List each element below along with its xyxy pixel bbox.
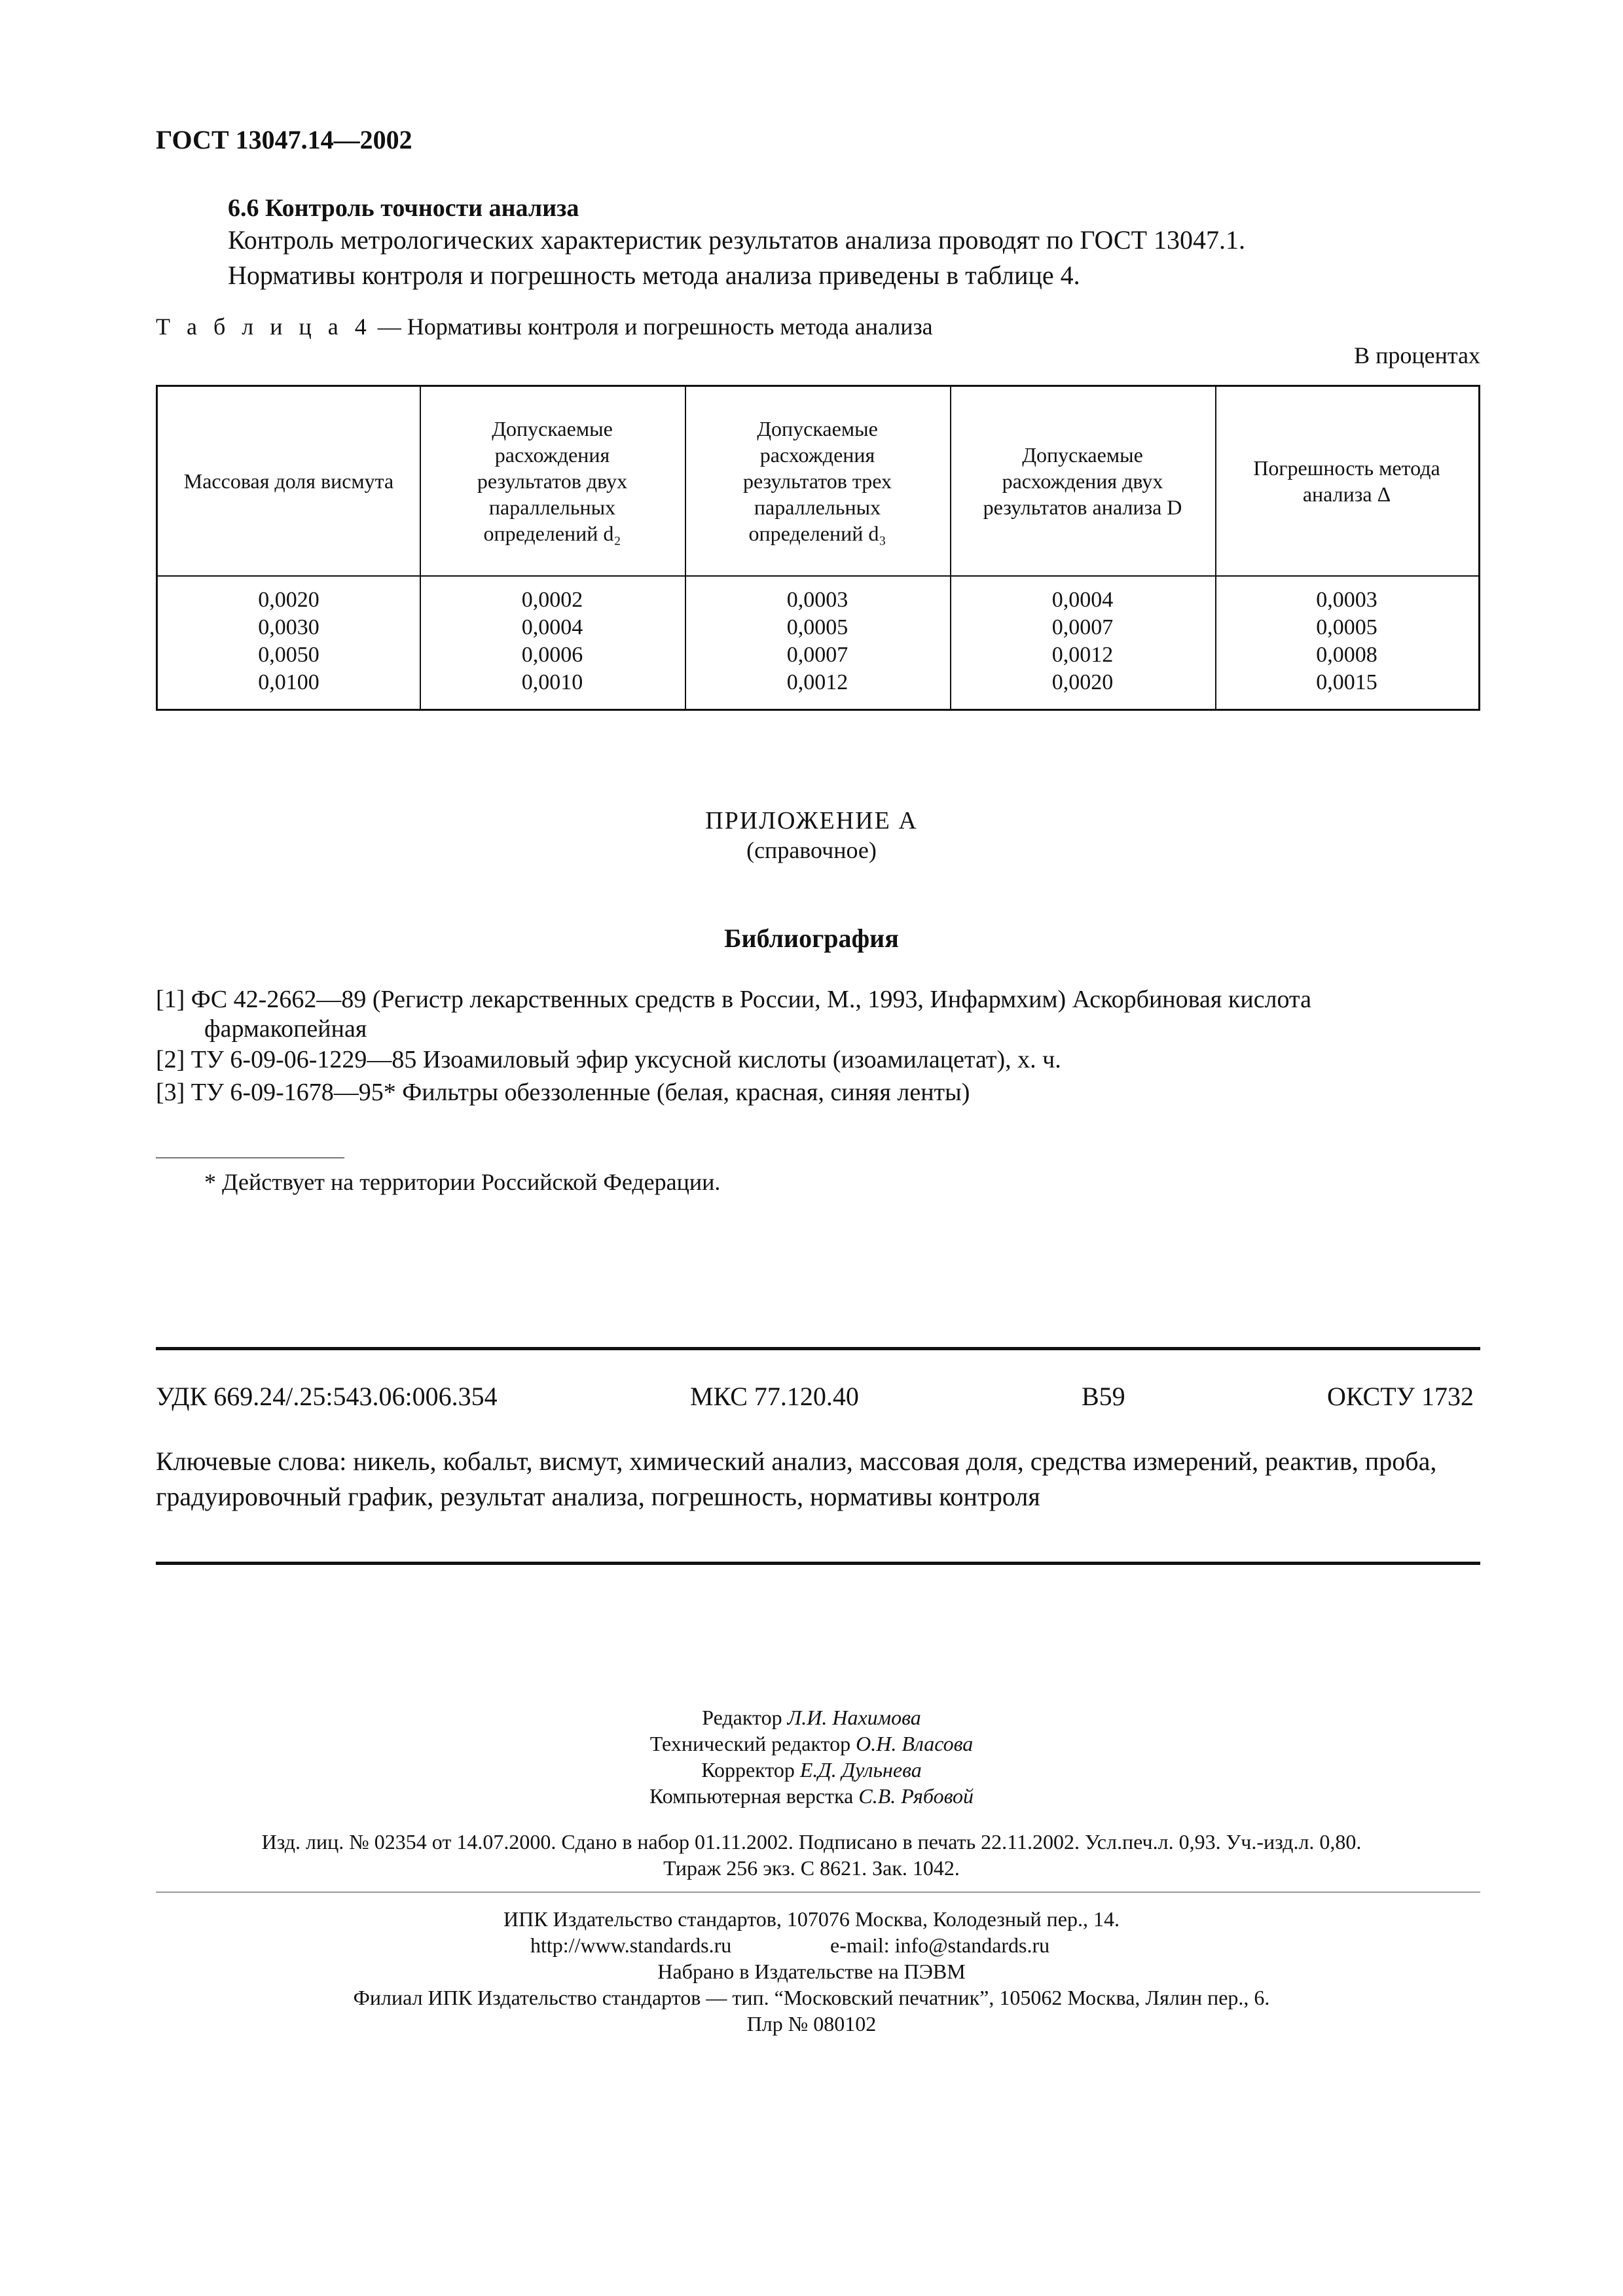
udk-code: УДК 669.24/.25:543.06:006.354 xyxy=(156,1382,498,1411)
footnote: * Действует на территории Российской Федерации. xyxy=(204,1169,721,1195)
table-caption-label: Т а б л и ц а 4 xyxy=(156,314,372,340)
column-d2 xyxy=(420,586,685,696)
table-cell: 0,0050 xyxy=(258,643,319,667)
header-line: анализа Δ xyxy=(1302,482,1391,506)
website-link[interactable]: http://www.standards.ru xyxy=(530,1933,732,1957)
publication-info-line-2: Тираж 256 экз. С 8621. Зак. 1042. xyxy=(663,1856,960,1880)
header-line: расхождения xyxy=(494,443,610,467)
header-line: Допускаемые xyxy=(757,417,878,440)
paragraph-line-1: Контроль метрологических характеристик результатов анализа проводят по ГОСТ 13047.1. xyxy=(228,225,1246,255)
header-bismuth-fraction xyxy=(158,387,420,575)
table-unit: В процентах xyxy=(1354,342,1480,368)
column-error-delta xyxy=(1215,586,1478,696)
header-line: Допускаемые xyxy=(1022,443,1143,467)
footnote-divider xyxy=(156,1157,344,1158)
table-cell: 0,0006 xyxy=(521,643,583,667)
bibliography-item-1: [1] ФС 42-2662—89 (Регистр лекарственных средств в России, М., 1993, Инфармхим) Аскорбиновая кислота xyxy=(156,986,1311,1013)
column-bismuth-fraction xyxy=(158,586,420,696)
paragraph-line-2: Нормативы контроля и погрешность метода анализа приведены в таблице 4. xyxy=(228,260,1080,290)
appendix-subtitle: (справочное) xyxy=(746,837,877,863)
table-cell: 0,0003 xyxy=(1316,588,1377,612)
okstu-code: ОКСТУ 1732 xyxy=(1326,1382,1474,1411)
header-line: расхождения xyxy=(759,443,875,467)
column-d3 xyxy=(685,586,950,696)
corrector-label: Корректор xyxy=(701,1758,800,1782)
header-d xyxy=(950,387,1215,575)
table-cell: 0,0015 xyxy=(1316,670,1377,694)
header-line: параллельных xyxy=(488,495,616,519)
header-line: результатов двух xyxy=(477,469,628,493)
layout-line xyxy=(0,1783,1623,1809)
header-line: Массовая доля висмута xyxy=(183,469,394,493)
table-cell: 0,0008 xyxy=(1316,643,1377,667)
table-cell: 0,0012 xyxy=(1051,643,1114,667)
table-cell: 0,0020 xyxy=(1051,670,1114,694)
typeset-note: Набрано в Издательстве на ПЭВМ xyxy=(657,1960,966,1983)
layout-name: С.В. Рябовой xyxy=(858,1784,974,1808)
header-line: расхождения двух xyxy=(1002,469,1163,493)
classification-bottom-rule xyxy=(156,1562,1480,1565)
header-line: Допускаемые xyxy=(492,417,613,440)
table-cell: 0,0004 xyxy=(1051,588,1114,612)
group-code: В59 xyxy=(1082,1382,1125,1411)
bibliography-item-1-continuation: фармакопейная xyxy=(204,1015,367,1043)
bibliography-title: Библиография xyxy=(724,924,899,953)
corrector-name: Е.Д. Дульнева xyxy=(799,1758,922,1782)
publisher-address: ИПК Издательство стандартов, 107076 Москва, Колодезный пер., 14. xyxy=(503,1907,1120,1931)
table-cell: 0,0007 xyxy=(786,643,848,667)
bibliography-item-3: [3] ТУ 6-09-1678—95* Фильтры обеззоленные (белая, красная, синяя ленты) xyxy=(156,1079,970,1106)
header-line: определений d₃ xyxy=(748,522,886,545)
table-cell: 0,0003 xyxy=(786,588,848,612)
table-cell: 0,0005 xyxy=(1316,615,1377,639)
table-cell: 0,0010 xyxy=(521,670,583,694)
header-d2 xyxy=(420,387,685,575)
table-cell: 0,0100 xyxy=(258,670,319,694)
document-number: ГОСТ 13047.14—2002 xyxy=(156,125,412,154)
table-cell: 0,0030 xyxy=(258,615,319,639)
column-d xyxy=(950,586,1215,696)
tech-editor-label: Технический редактор xyxy=(649,1732,856,1755)
editor-label: Редактор xyxy=(702,1706,788,1729)
table-header-divider xyxy=(158,575,1478,577)
table-cell: 0,0007 xyxy=(1051,615,1114,639)
header-line: Погрешность метода xyxy=(1253,456,1440,480)
tech-editor-name: О.Н. Власова xyxy=(856,1732,974,1755)
table-cell: 0,0002 xyxy=(521,588,583,612)
layout-label: Компьютерная верстка xyxy=(649,1784,859,1808)
header-d3 xyxy=(685,387,950,575)
editor-name: Л.И. Нахимова xyxy=(787,1706,921,1729)
table-cell: 0,0012 xyxy=(786,670,848,694)
keywords: Ключевые слова: никель, кобальт, висмут, химический анализ, массовая доля, средства измерений, реактив, проба, градуировочный график, результат анализа, погрешность, нормативы контроля xyxy=(156,1446,1437,1511)
tech-editor-line xyxy=(0,1731,1623,1757)
plr-number: Плр № 080102 xyxy=(746,2012,877,2036)
classification-top-rule xyxy=(156,1347,1480,1350)
corrector-line xyxy=(0,1757,1623,1783)
table-cell: 0,0004 xyxy=(521,615,583,639)
standards-table xyxy=(156,385,1480,711)
section-title: 6.6 Контроль точности анализа xyxy=(228,194,579,222)
table-cell: 0,0005 xyxy=(786,615,848,639)
bibliography-item-2: [2] ТУ 6-09-06-1229—85 Изоамиловый эфир уксусной кислоты (изоамилацетат), х. ч. xyxy=(156,1046,1061,1073)
publication-info-line-1: Изд. лиц. № 02354 от 14.07.2000. Сдано в набор 01.11.2002. Подписано в печать 22.11.2002. Усл.печ.л. 0,93. Уч.-изд.л. 0,80. xyxy=(261,1830,1362,1854)
table-caption xyxy=(156,313,933,340)
table-cell: 0,0020 xyxy=(258,588,319,612)
header-error-delta xyxy=(1215,387,1478,575)
imprint-divider xyxy=(156,1892,1480,1893)
branch-address: Филиал ИПК Издательство стандартов — тип. “Московский печатник”, 105062 Москва, Лялин пер., 6. xyxy=(353,1986,1270,2009)
header-line: параллельных xyxy=(754,495,881,519)
table-caption-text: — Нормативы контроля и погрешность метода анализа xyxy=(371,314,933,340)
appendix-title: ПРИЛОЖЕНИЕ А xyxy=(705,807,918,834)
email-link[interactable]: e-mail: info@standards.ru xyxy=(830,1933,1050,1957)
mks-code: МКС 77.120.40 xyxy=(690,1382,859,1411)
header-line: результатов анализа D xyxy=(983,495,1182,519)
editor-line xyxy=(0,1704,1623,1731)
header-line: результатов трех xyxy=(742,469,892,493)
header-line: определений d₂ xyxy=(483,522,621,545)
